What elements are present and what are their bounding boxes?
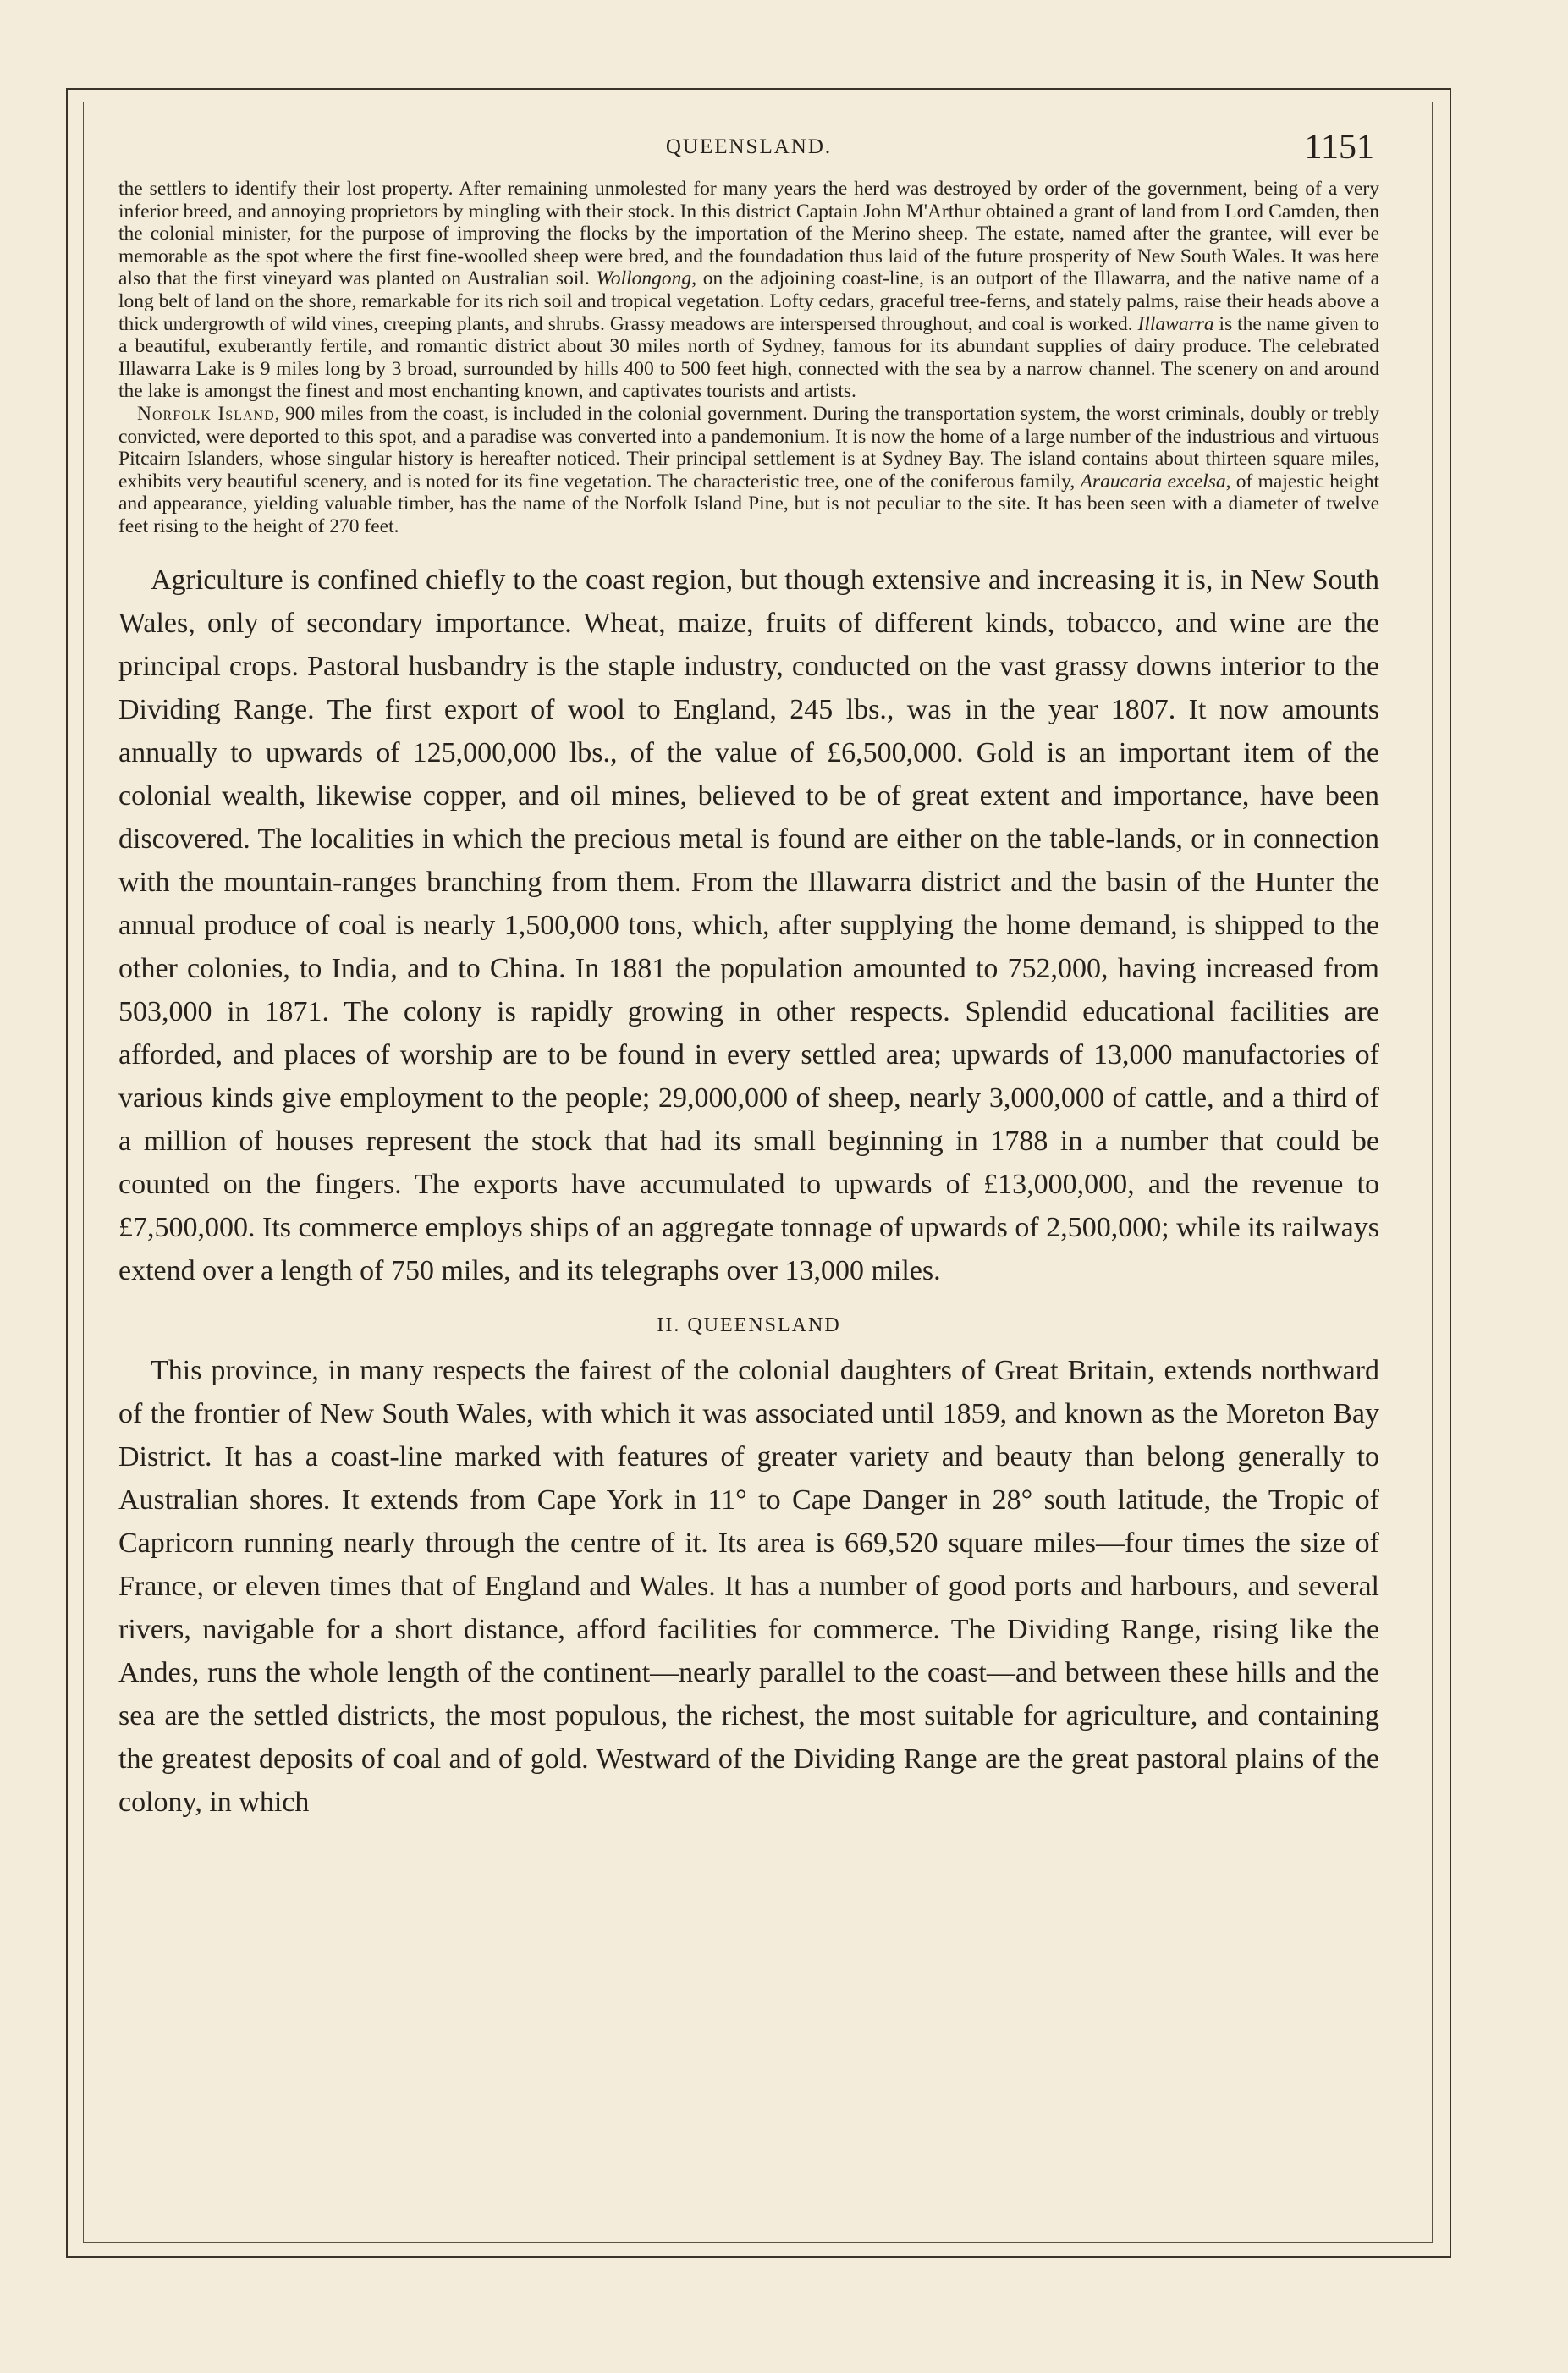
small-paragraph-wollongong	[118, 178, 1379, 403]
page-number: 1151	[1304, 128, 1374, 167]
small-text-run: , 900 miles from the coast, is included in the colonial government. During the transportation system, the worst criminals, doubly or trebly convicted, were deported to this spot, and a paradise was converted into a pandemonium. It is now the home of a large number of the industrious and virtuous Pitcairn Islanders, whose singular history is hereafter noticed. Their principal settlement is at Sydney Bay. The island contains about thirteen square miles, exhibits very beautiful scenery, and is noted for its fine vegetation. The characteristic tree, one of the coniferous family,	[118, 402, 1379, 493]
term-araucaria: Araucaria excelsa	[1080, 470, 1226, 493]
running-head	[118, 127, 1379, 178]
section-heading: II. QUEENSLAND	[657, 1313, 841, 1336]
small-print-section	[118, 178, 1379, 538]
small-paragraph-norfolk	[118, 403, 1379, 538]
main-text	[118, 559, 1379, 1824]
agriculture-paragraph: Agriculture is confined chiefly to the coast region, but though extensive and increasing it is, in New South Wales, only of secondary importance. Wheat, maize, fruits of different kinds, tobacco, and wine are the principal crops. Pastoral husbandry is the staple industry, conducted on the vast grassy downs interior to the Dividing Range. The first export of wool to England, 245 lbs., was in the year 1807. It now amounts annually to upwards of 125,000,000 lbs., of the value of £6,500,000. Gold is an important item of the colonial wealth, likewise copper, and oil mines, believed to be of great extent and importance, have been discovered. The localities in which the precious metal is found are either on the table-lands, or in connection with the mountain-ranges branching from them. From the Illawarra district and the basin of the Hunter the annual produce of coal is nearly 1,500,000 tons, which, after supplying the home demand, is shipped to the other colonies, to India, and to China. In 1881 the population amounted to 752,000, having increased from 503,000 in 1871. The colony is rapidly growing in other respects. Splendid educational facilities are afforded, and places of worship are to be found in every settled area; upwards of 13,000 manufactories of various kinds give employment to the people; 29,000,000 of sheep, nearly 3,000,000 of cattle, and a third of a million of houses represent the stock that had its small beginning in 1788 in a number that could be counted on the fingers. The exports have accumulated to upwards of £13,000,000, and the revenue to £7,500,000. Its commerce employs ships of an aggregate tonnage of upwards of 2,500,000; while its railways extend over a length of 750 miles, and its telegraphs over 13,000 miles.	[118, 564, 1380, 1286]
small-text-run: the settlers to identify their lost property. After remaining unmolested for many years the herd was destroyed by order of the government, being of a very inferior breed, and annoying proprietors by mingling with their stock. In this district Captain John M'Arthur obtained a grant of land from Lord Camden, then the colonial minister, for the purpose of improving the flocks by the importation of the Merino sheep. The estate, named after the grantee, will ever be memorable as the spot where the first fine-woolled sheep were bred, and the foundadation thus laid of the future prosperity of New South Wales. It was here also that the first vineyard was planted on Australian soil.	[118, 178, 1379, 290]
norfolk-island-heading: Norfolk Island	[137, 402, 275, 425]
small-text-run: , of majestic height and appearance, yielding valuable timber, has the name of the Norfolk Island Pine, but is not peculiar to the site. It has been seen with a diameter of twelve feet rising to the height of 270 feet.	[118, 470, 1379, 537]
term-wollongong: Wollongong	[596, 267, 692, 290]
page-content	[118, 127, 1379, 1824]
small-text-run: , on the adjoining coast-line, is an outport of the Illawarra, and the native name of a long belt of land on the shore, remarkable for its rich soil and tropical vegetation. Lofty cedars, graceful tree-ferns, and stately palms, raise their heads above a thick undergrowth of wild vines, creeping plants, and shrubs. Grassy meadows are interspersed throughout, and coal is worked.	[118, 267, 1380, 335]
small-text-run: is the name given to a beautiful, exuberantly fertile, and romantic district about 30 miles north of Sydney, famous for its abundant supplies of dairy produce. The celebrated Illawarra Lake is 9 miles long by 3 broad, surrounded by hills 400 to 500 feet high, connected with the sea by a narrow channel. The scenery on and around the lake is amongst the finest and most enchanting known, and captivates tourists and artists.	[118, 312, 1379, 403]
running-title: QUEENSLAND.	[665, 135, 833, 158]
term-illawarra: Illawarra	[1137, 312, 1214, 335]
queensland-paragraph: This province, in many respects the fairest of the colonial daughters of Great Britain, extends northward of the frontier of New South Wales, with which it was associated until 1859, and known as the Moreton Bay District. It has a coast-line marked with features of greater variety and beauty than belong generally to Australian shores. It extends from Cape York in 11° to Cape Danger in 28° south latitude, the Tropic of Capricorn running nearly through the centre of it. Its area is 669,520 square miles—four times the size of France, or eleven times that of England and Wales. It has a number of good ports and harbours, and several rivers, navigable for a short distance, afford facilities for commerce. The Dividing Range, rising like the Andes, runs the whole length of the continent—nearly parallel to the coast—and between these hills and the sea are the settled districts, the most populous, the richest, the most suitable for agriculture, and containing the greatest deposits of coal and of gold. Westward of the Dividing Range are the great pastoral plains of the colony, in which	[118, 1354, 1379, 1818]
